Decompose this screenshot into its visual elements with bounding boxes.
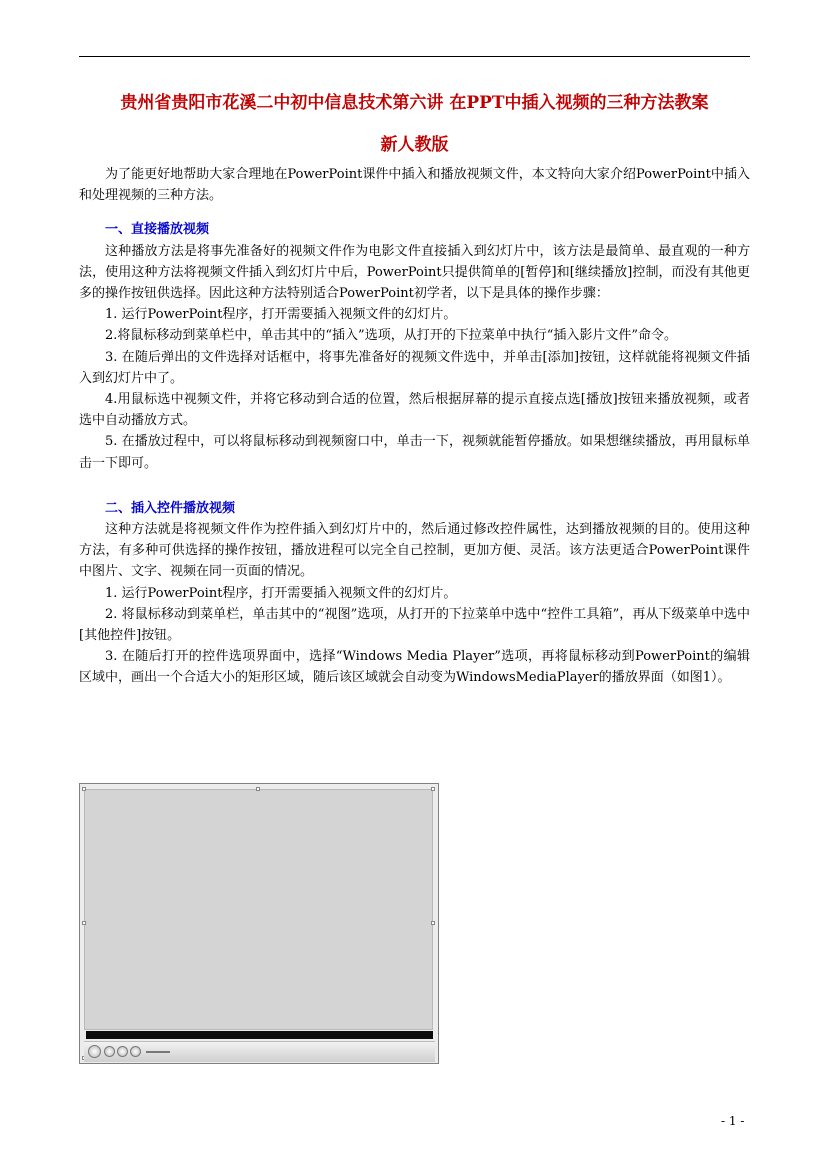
media-player-video-area: [84, 789, 433, 1030]
resize-handle: [82, 921, 86, 925]
section1-step-3: 3. 在随后弹出的文件选择对话框中，将事先准备好的视频文件选中，并单击[添加]按钮，这样就能将视频文件插入到幻灯片中了。: [79, 349, 750, 386]
media-player-figure: [79, 783, 439, 1064]
document-title-line2: 新人教版: [380, 135, 449, 155]
page-number: - 1 -: [721, 1114, 745, 1128]
section1-step-5: 5. 在播放过程中，可以将鼠标移动到视频窗口中，单击一下，视频就能暂停播放。如果想继续播放，再用鼠标单击一下即可。: [79, 434, 750, 471]
header-rule: [79, 56, 750, 57]
section2-heading: 二、插入控件播放视频: [105, 500, 236, 516]
intro-paragraph: 为了能更好地帮助大家合理地在PowerPoint课件中插入和播放视频文件，本文特向大家介绍PowerPoint中插入和处理视频的三种方法。: [79, 167, 750, 204]
stop-icon: [104, 1046, 115, 1057]
resize-handle: [431, 787, 435, 791]
volume-slider: [146, 1051, 170, 1053]
section1-step-2: 2.将鼠标移动到菜单栏中，单击其中的“插入”选项，从打开的下拉菜单中执行“插入影片文件”命令。: [105, 328, 677, 344]
resize-handle: [256, 787, 260, 791]
resize-handle: [431, 921, 435, 925]
section2-description: 这种方法就是将视频文件作为控件插入到幻灯片中的，然后通过修改控件属性，达到播放视频的目的。使用这种方法，有多种可供选择的操作按钮，播放进程可以完全自己控制，更加方便、灵活。该方法更适合PowerPoint课件中图片、文字、视频在同一页面的情况。: [79, 522, 750, 580]
play-icon: [88, 1045, 101, 1058]
section2-step-2: 2. 将鼠标移动到菜单栏，单击其中的“视图”选项，从打开的下拉菜单中选中“控件工具箱”，再从下级菜单中选中[其他控件]按钮。: [79, 606, 750, 644]
section1-description: 这种播放方法是将事先准备好的视频文件作为电影文件直接插入到幻灯片中，该方法是最简单、最直观的一种方法，使用这种方法将视频文件插入到幻灯片中后，PowerPoint只提供简单的[暂停]和[继续播放]控制，而没有其他更多的操作按钮供选择。因此这种方法特别适合PowerPoint初学者，以下是具体的操作步骤：: [79, 243, 750, 302]
resize-handle: [82, 787, 86, 791]
document-body: [79, 164, 750, 689]
document-title-line1: 贵州省贵阳市花溪二中初中信息技术第六讲 在PPT中插入视频的三种方法教案: [120, 93, 709, 113]
media-control-bar: [84, 1041, 435, 1062]
section1-step-4: 4.用鼠标选中视频文件，并将它移动到合适的位置，然后根据屏幕的提示直接点选[播放]按钮来播放视频，或者选中自动播放方式。: [79, 392, 750, 429]
section2-step-1: 1. 运行PowerPoint程序，打开需要插入视频文件的幻灯片。: [105, 585, 457, 601]
section1-heading: 一、直接播放视频: [105, 222, 210, 238]
next-icon: [130, 1046, 141, 1057]
section2-step-3: 3. 在随后打开的控件选项界面中，选择“Windows Media Player”选项，再将鼠标移动到PowerPoint的编辑区域中，画出一个合适大小的矩形区域，随后该区域就会自动变为WindowsMediaPlayer的播放界面（如图1）。: [79, 649, 750, 686]
media-seek-bar: [86, 1031, 433, 1039]
previous-icon: [117, 1046, 128, 1057]
section1-step-1: 1. 运行PowerPoint程序，打开需要插入视频文件的幻灯片。: [105, 307, 457, 323]
